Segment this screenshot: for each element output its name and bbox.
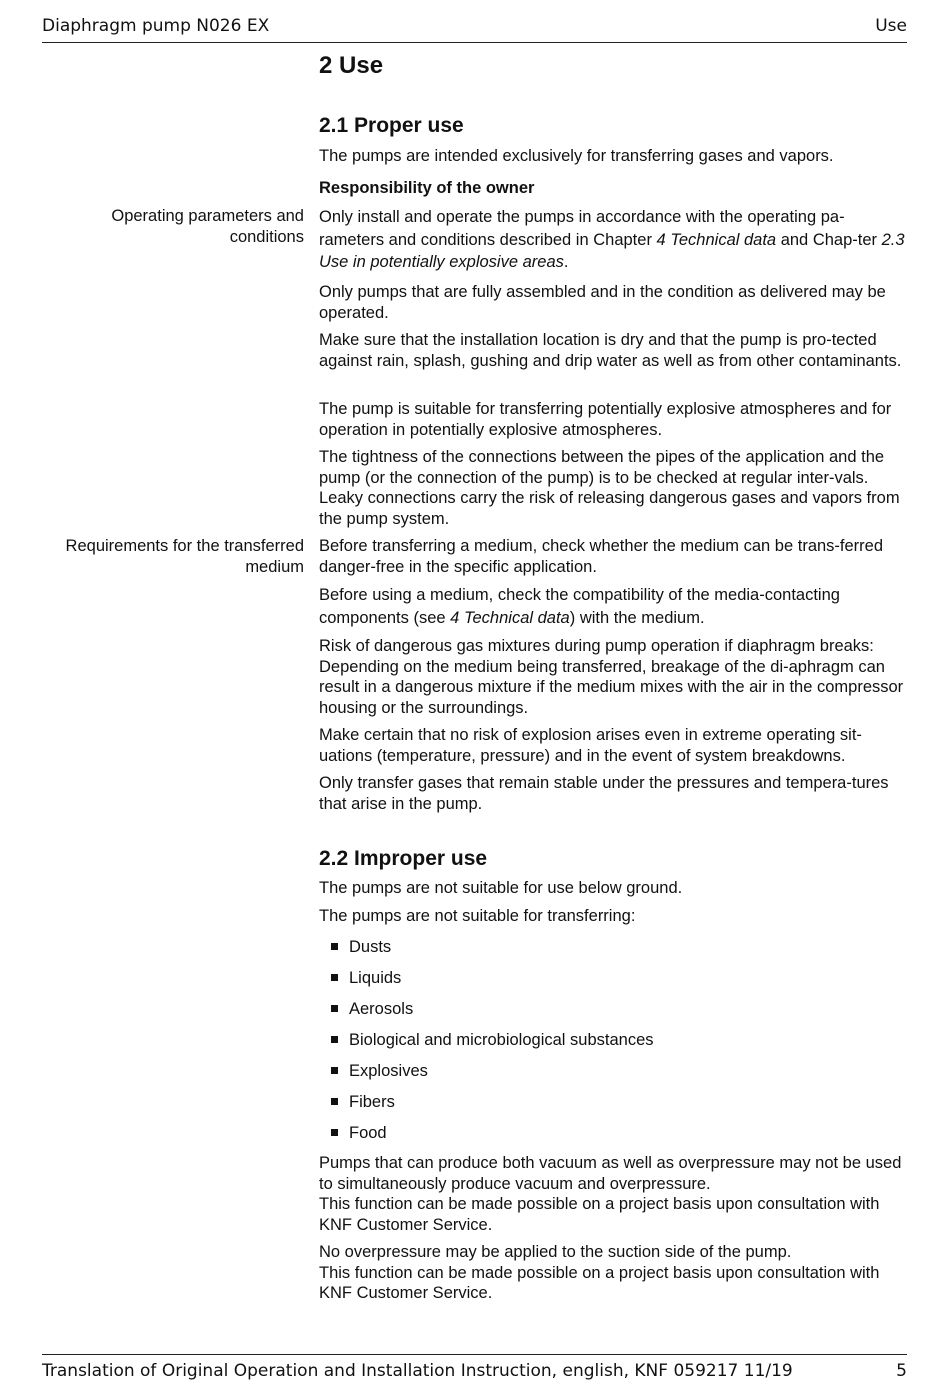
chapter-title: 2 Use xyxy=(319,52,384,79)
page-footer xyxy=(42,1354,907,1381)
page-number: 5 xyxy=(896,1361,907,1381)
bullet-square-icon xyxy=(331,943,338,950)
xref-technical-data-2[interactable]: 4 Technical data xyxy=(450,609,570,627)
vacuum-consultation: This function can be made possible on a project basis upon consultation with KNF Customer Service. xyxy=(319,1195,880,1234)
list-item: Food xyxy=(319,1123,909,1154)
section-name: Use xyxy=(875,16,907,36)
vacuum-text: Pumps that can produce both vacuum as well as overpressure may not be used to simultaneously produce vacuum and overpressure. xyxy=(319,1154,902,1193)
margin-note-medium: Requirements for the transferred medium xyxy=(65,537,304,576)
list-item: Aerosols xyxy=(319,999,909,1030)
paragraph-vacuum xyxy=(319,1153,909,1235)
page-header xyxy=(42,16,907,43)
paragraph-medium: Before transferring a medium, check whether the medium can be trans-ferred danger-free in the specific application. xyxy=(319,537,884,576)
document-title: Diaphragm pump N026 EX xyxy=(42,16,270,36)
list-item: Liquids xyxy=(319,968,909,999)
list-item: Biological and microbiological substances xyxy=(319,1030,909,1061)
list-item: Explosives xyxy=(319,1061,909,1092)
paragraph-atmospheres: The pump is suitable for transferring potentially explosive atmospheres and for operation in potentially explosive atmospheres. xyxy=(319,400,892,439)
bullet-square-icon xyxy=(331,1098,338,1105)
footer-text: Translation of Original Operation and Installation Instruction, english, KNF 059217 11/19 xyxy=(42,1361,793,1381)
paragraph-assembled: Only pumps that are fully assembled and in the condition as delivered may be operated. xyxy=(319,283,886,322)
paragraph-below-ground: The pumps are not suitable for use below ground. xyxy=(319,879,683,897)
suction-consultation: This function can be made possible on a project basis upon consultation with KNF Customer Service. xyxy=(319,1263,880,1302)
paragraph-stable-gases: Only transfer gases that remain stable under the pressures and tempera-tures that arise in the pump. xyxy=(319,774,889,813)
section-heading-improper-use: 2.2 Improper use xyxy=(319,847,488,870)
proper-use-intro: The pumps are intended exclusively for transferring gases and vapors. xyxy=(319,147,834,165)
paragraph-location: Make sure that the installation location is dry and that the pump is pro-tected against rain, splash, gushing and drip water as well as from other contaminants. xyxy=(319,331,902,370)
bullet-square-icon xyxy=(331,1129,338,1136)
bullet-square-icon xyxy=(331,1005,338,1012)
section-heading-proper-use: 2.1 Proper use xyxy=(319,114,464,137)
paragraph-not-suitable: The pumps are not suitable for transferring: xyxy=(319,907,636,925)
xref-technical-data[interactable]: 4 Technical data xyxy=(656,230,777,249)
bullet-square-icon xyxy=(331,1036,338,1043)
list-item: Fibers xyxy=(319,1092,909,1123)
unsuitable-media-list xyxy=(319,937,909,1154)
owner-responsibility-heading: Responsibility of the owner xyxy=(319,179,535,197)
xref-explosive-areas[interactable]: 2.3 Use in potentially explosive areas xyxy=(319,230,905,271)
paragraph-operating: Only install and operate the pumps in accordance with the operating pa-rameters and conditions described in Chapter 4 Technical data and Chap-ter 2.3 Use in potentially explosive areas. xyxy=(319,208,905,271)
bullet-square-icon xyxy=(331,1067,338,1074)
paragraph-compatibility: Before using a medium, check the compatibility of the media-contacting components (see 4 Technical data) with the medium. xyxy=(319,586,840,627)
paragraph-suction xyxy=(319,1242,909,1304)
paragraph-explosion-risk: Make certain that no risk of explosion arises even in extreme operating sit-uations (temperature, pressure) and in the event of system breakdowns. xyxy=(319,726,862,765)
bullet-square-icon xyxy=(331,974,338,981)
margin-note-operating: Operating parameters and conditions xyxy=(111,207,304,246)
paragraph-gas-mixtures: Risk of dangerous gas mixtures during pump operation if diaphragm breaks: Depending on the medium being transferred, breakage of the di-aphragm can result in a dangerous mixture if the medium mixes with the air in the compressor housing or the surroundings. xyxy=(319,637,904,717)
list-item: Dusts xyxy=(319,937,909,968)
paragraph-tightness: The tightness of the connections between the pipes of the application and the pump (or the connection of the pump) is to be checked at regular inter-vals. Leaky connections carry the risk of releasing dangerous gases and vapors from the pump system. xyxy=(319,448,900,528)
suction-text: No overpressure may be applied to the suction side of the pump. xyxy=(319,1243,792,1261)
